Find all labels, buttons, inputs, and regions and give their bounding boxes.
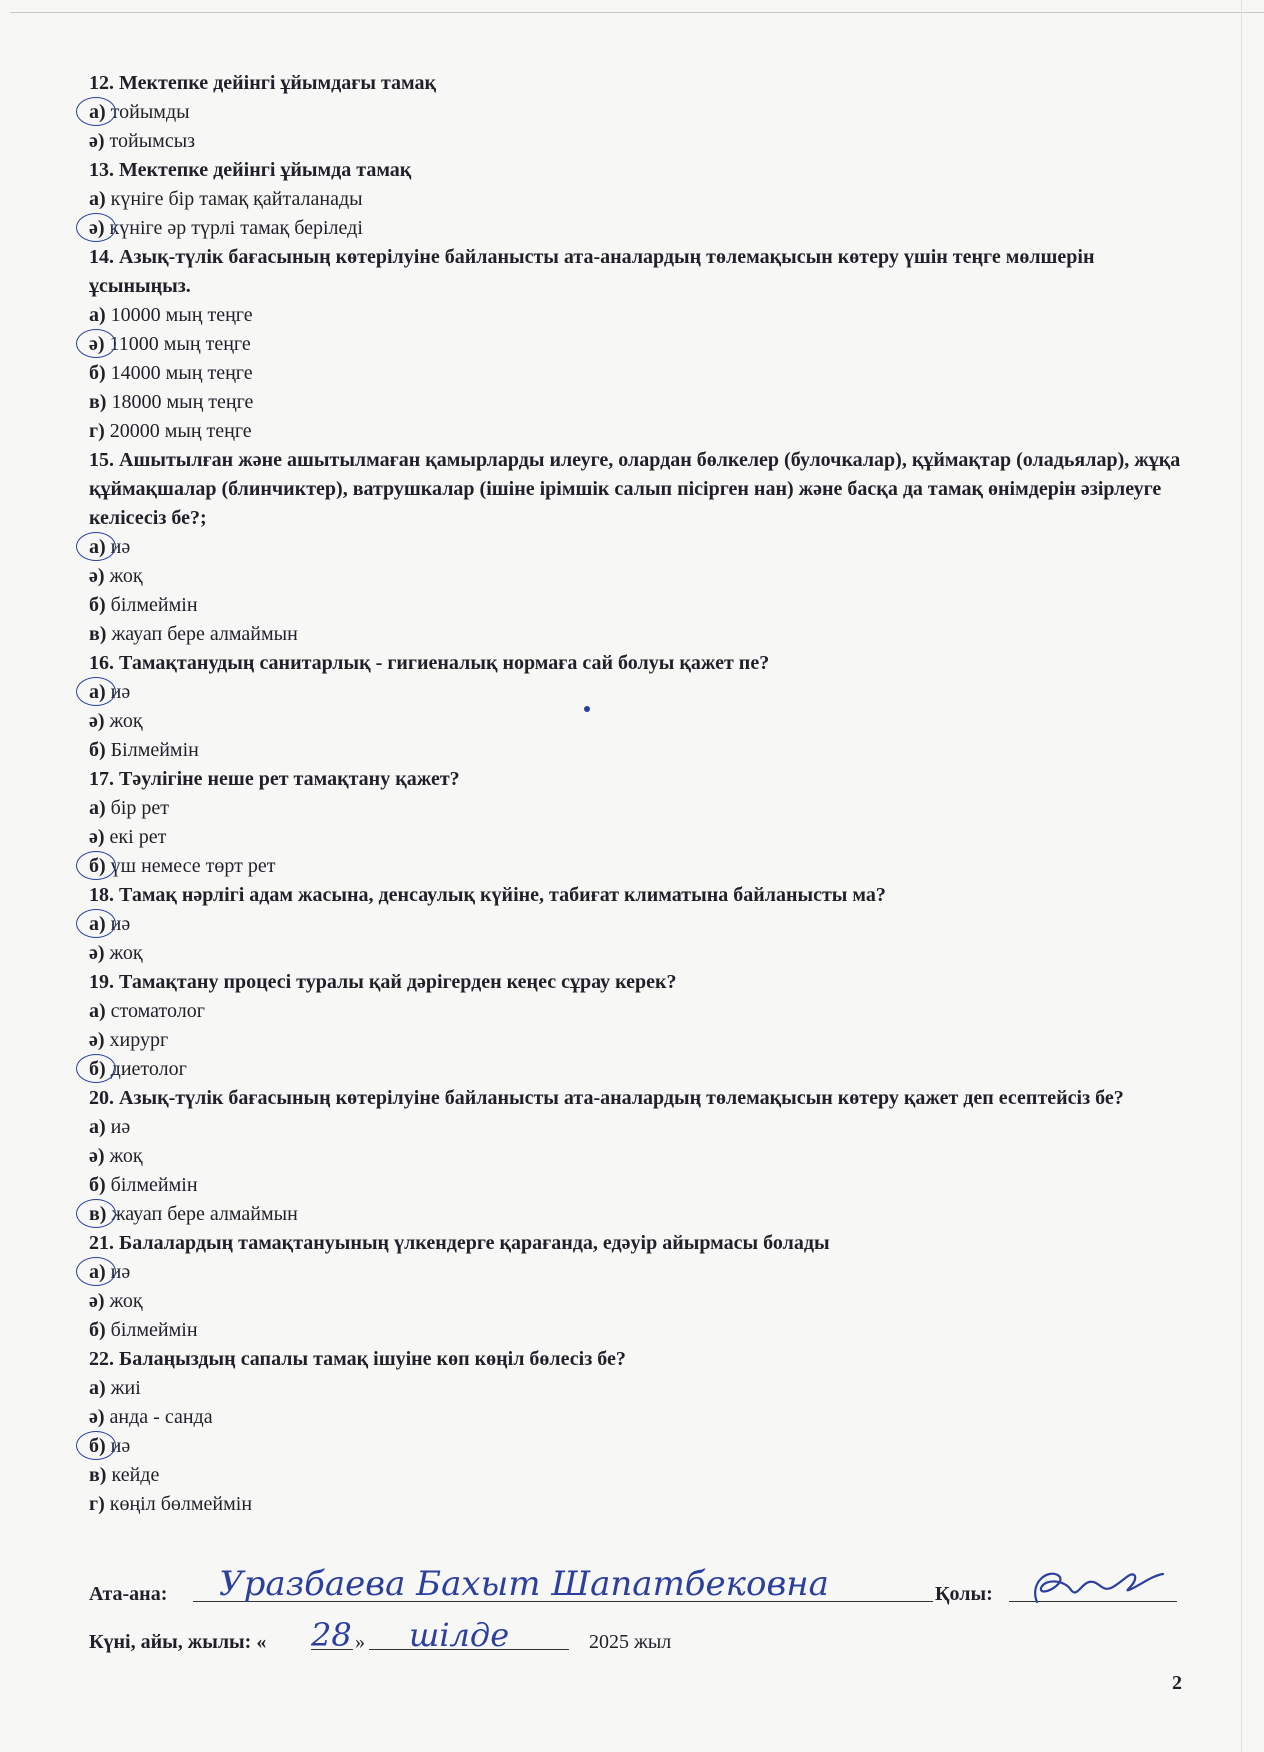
option-letter: а) [89,913,106,935]
option-text: 18000 мың теңге [111,391,254,413]
option-text: иә [110,1261,131,1283]
option-text: екі рет [109,826,167,848]
answer-option[interactable] [89,1055,1189,1084]
option-letter: ә) [89,942,105,964]
answer-option[interactable] [89,591,1189,620]
question-18: 18. Тамақ нәрлігі адам жасына, денсаулық күйіне, табиғат климатына байланысты ма? [89,884,886,906]
option-text: тойымсыз [109,130,196,152]
option-letter: а) [89,188,106,210]
answer-option[interactable] [89,823,1189,852]
option-text: күніге бір тамақ қайталанады [110,188,363,210]
option-letter: б) [89,739,106,761]
option-text: жоқ [109,565,143,587]
question-13: 13. Мектепке дейінгі ұйымда тамақ [89,159,412,181]
option-text: иә [110,913,131,935]
scan-top-edge [10,12,1264,13]
option-letter: а) [89,797,106,819]
answer-option[interactable] [89,1171,1189,1200]
questionnaire-body [89,69,1189,1519]
date-month-handwritten: шілде [409,1616,510,1654]
option-text: білмеймін [110,1174,198,1196]
option-letter: а) [89,536,106,558]
answer-option[interactable] [89,417,1189,446]
option-letter: ә) [89,710,105,732]
option-text: 11000 мың теңге [109,333,251,355]
answer-option[interactable] [89,1374,1189,1403]
question-16: 16. Тамақтанудың санитарлық - гигиеналық нормаға сай болуы қажет пе? [89,652,770,674]
answer-option[interactable] [89,678,1189,707]
answer-option[interactable] [89,1026,1189,1055]
option-text: жоқ [109,710,143,732]
question-17: 17. Тәулігіне неше рет тамақтану қажет? [89,768,460,790]
option-letter: ә) [89,1406,105,1428]
option-letter: ә) [89,333,105,355]
option-text: хирург [109,1029,169,1051]
question-21: 21. Балалардың тамақтануының үлкендерге қарағанда, едәуір айырмасы болады [89,1232,830,1254]
answer-option[interactable] [89,1316,1189,1345]
question-15: 15. Ашытылған және ашытылмаған қамырларды илеуге, олардан бөлкелер (булочкалар), құймақтар (оладьялар), жұқа құймақшалар (блинчиктер), ватрушкалар (ішіне ірімшік салып пісірген нан) және басқа да тамақ өнімдерін әзірлеуге келісесіз бе?; [89,449,1181,529]
option-letter: ә) [89,217,105,239]
option-text: жоқ [109,942,143,964]
answer-option[interactable] [89,620,1189,649]
answer-option[interactable] [89,852,1189,881]
option-text: көңіл бөлмеймін [109,1493,253,1515]
signature-block [89,1562,1189,1658]
option-letter: б) [89,594,106,616]
answer-option[interactable] [89,1258,1189,1287]
option-text: иә [110,536,131,558]
page-number: 2 [1172,1672,1182,1694]
option-text: жауап бере алмаймын [111,623,298,645]
option-letter: б) [89,362,106,384]
date-year: 2025 жыл [589,1631,672,1653]
option-text: анда - санда [109,1406,213,1428]
answer-option[interactable] [89,359,1189,388]
option-letter: г) [89,1493,105,1515]
option-text: иә [110,1435,131,1457]
option-text: кейде [111,1464,160,1486]
question-14: 14. Азық-түлік бағасының көтерілуіне байланысты ата-аналардың төлемақысын көтеру үшін теңге мөлшерін ұсыныңыз. [89,246,1095,297]
parent-label: Ата-ана: [89,1583,168,1605]
option-letter: б) [89,1174,106,1196]
option-letter: а) [89,1116,106,1138]
answer-option[interactable] [89,794,1189,823]
option-letter: а) [89,101,106,123]
option-letter: а) [89,1377,106,1399]
option-letter: ә) [89,565,105,587]
date-day-handwritten: 28 [311,1616,352,1654]
parent-name-handwritten: Уразбаева Бахыт Шапатбековна [219,1564,829,1604]
option-letter: б) [89,855,106,877]
option-letter: б) [89,1319,106,1341]
answer-option[interactable] [89,1403,1189,1432]
answer-option[interactable] [89,707,1189,736]
question-20: 20. Азық-түлік бағасының көтерілуіне байланысты ата-аналардың төлемақысын көтеру қажет деп есептейсіз бе? [89,1087,1124,1109]
option-text: тойымды [110,101,190,123]
parent-row [89,1562,1189,1610]
option-letter: ә) [89,1145,105,1167]
option-text: жоқ [109,1145,143,1167]
answer-option[interactable] [89,562,1189,591]
option-letter: а) [89,304,106,326]
answer-option[interactable] [89,997,1189,1026]
option-text: білмеймін [110,594,198,616]
date-row [89,1610,1189,1658]
answer-option[interactable] [89,1461,1189,1490]
option-letter: а) [89,1000,106,1022]
answer-option[interactable] [89,939,1189,968]
answer-option[interactable] [89,1200,1189,1229]
option-text: 20000 мың теңге [109,420,252,442]
scan-right-edge [1241,0,1242,1752]
option-text: иә [110,681,131,703]
option-text: жоқ [109,1290,143,1312]
option-letter: ә) [89,130,105,152]
option-letter: а) [89,1261,106,1283]
option-text: 10000 мың теңге [110,304,253,326]
option-text: 14000 мың теңге [110,362,253,384]
answer-option[interactable] [89,1287,1189,1316]
date-label: Күні, айы, жылы: « [89,1631,267,1653]
answer-option[interactable] [89,1142,1189,1171]
option-letter: б) [89,1435,106,1457]
answer-option[interactable] [89,1490,1189,1519]
answer-option[interactable] [89,214,1189,243]
answer-option[interactable] [89,185,1189,214]
option-letter: ә) [89,1029,105,1051]
option-letter: г) [89,420,105,442]
option-text: білмеймін [110,1319,198,1341]
option-text: жиі [110,1377,141,1399]
day-line [311,1649,353,1650]
option-letter: б) [89,1058,106,1080]
option-letter: а) [89,681,106,703]
option-text: стоматолог [110,1000,205,1022]
option-letter: ә) [89,1290,105,1312]
option-text: иә [110,1116,131,1138]
answer-option[interactable] [89,388,1189,417]
answer-option[interactable] [89,736,1189,765]
answer-option[interactable] [89,330,1189,359]
option-letter: в) [89,623,107,645]
option-text: жауап бере алмаймын [111,1203,298,1225]
option-text: күніге әр түрлі тамақ беріледі [109,217,363,239]
option-text: Білмеймін [110,739,199,761]
option-text: үш немесе төрт рет [110,855,276,877]
option-letter: в) [89,1203,107,1225]
signature-icon [1019,1562,1169,1610]
answer-option[interactable] [89,301,1189,330]
answer-option[interactable] [89,533,1189,562]
answer-option[interactable] [89,1113,1189,1142]
option-letter: в) [89,391,107,413]
question-19: 19. Тамақтану процесі туралы қай дәрігерден кеңес сұрау керек? [89,971,677,993]
question-12: 12. Мектепке дейінгі ұйымдағы тамақ [89,72,437,94]
answer-option[interactable] [89,1432,1189,1461]
signature-label: Қолы: [935,1583,993,1605]
option-text: бір рет [110,797,170,819]
answer-option[interactable] [89,910,1189,939]
option-letter: в) [89,1464,107,1486]
date-close-quote: » [355,1631,365,1653]
answer-option[interactable] [89,127,1189,156]
option-letter: ә) [89,826,105,848]
answer-option[interactable] [89,98,1189,127]
question-22: 22. Балаңыздың сапалы тамақ ішуіне көп көңіл бөлесіз бе? [89,1348,626,1370]
option-text: диетолог [110,1058,187,1080]
